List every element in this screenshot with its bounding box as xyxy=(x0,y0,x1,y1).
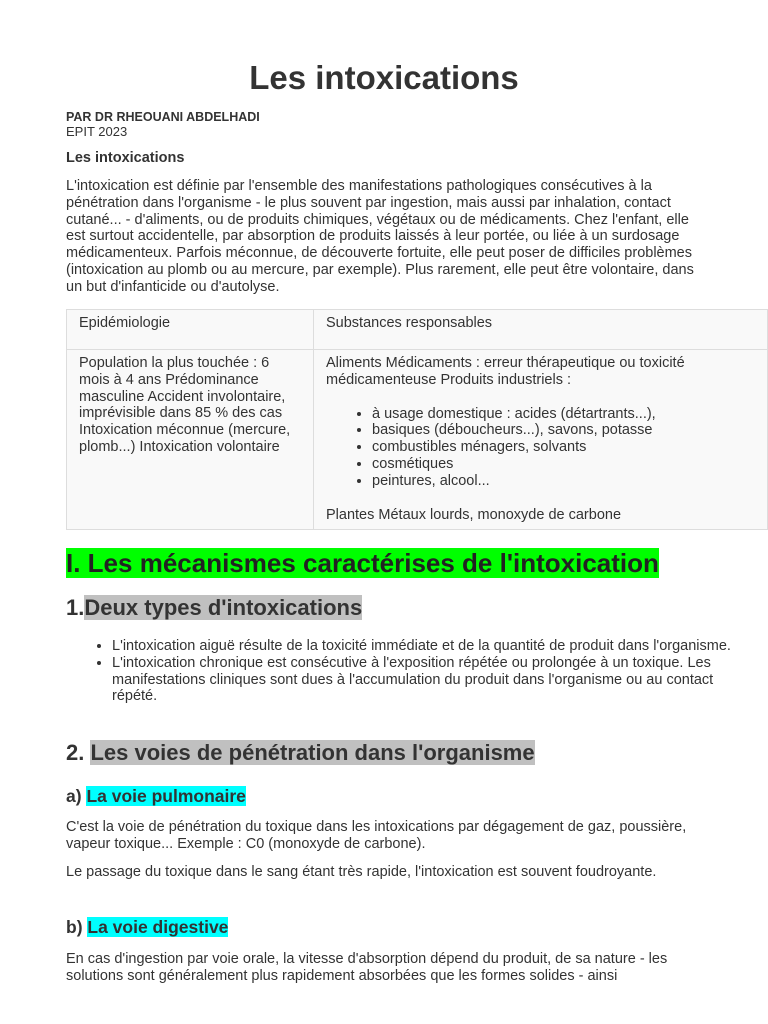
list-item: • combustibles ménagers, solvants xyxy=(372,439,755,456)
subsection-heading-types xyxy=(66,595,362,621)
intro-paragraph: L'intoxication est définie par l'ensemble des manifestations pathologiques consécutives à la pénétration dans l'organisme - le plus souvent par ingestion, mais aussi par inhalation, contact cutané... - d'aliments, ou de produits chimiques, végétaux ou de médicaments. Chez l'enfant, elle est surtout accidentelle, par absorption de produits laissés à leur portée, ou liée à un surdosage médicamenteux. Parfois méconnue, de découverte fortuite, elle peut poser de difficiles problèmes (intoxication au plomb ou au mercure, par exemple). Plus rarement, elle peut être volontaire, dans un but d'infanticide ou d'autolyse. xyxy=(66,178,694,295)
table-header-epidemiology: Epidémiologie xyxy=(67,310,314,350)
subsection-title: Les voies de pénétration dans l'organisme xyxy=(90,740,535,765)
intoxication-types-list xyxy=(66,638,752,705)
route-heading-digestive xyxy=(66,916,228,938)
table-header-row xyxy=(67,310,768,350)
subsection-number: 1. xyxy=(66,595,85,620)
substances-outro: Plantes Métaux lourds, monoxyde de carbone xyxy=(326,506,622,523)
table-body-row xyxy=(67,350,768,530)
subsection-heading-routes xyxy=(66,740,535,766)
subsection-title: Deux types d'intoxications xyxy=(84,595,363,620)
pulmonary-paragraph-1: C'est la voie de pénétration du toxique dans les intoxications par dégagement de gaz, poussière, vapeur toxique... Exemple : C0 (monoxyde de carbone). xyxy=(66,819,687,852)
list-item: • à usage domestique : acides (détartrants...), xyxy=(372,406,755,423)
list-item: • basiques (déboucheurs...), savons, potasse xyxy=(372,422,755,439)
list-item: • peintures, alcool... xyxy=(372,473,755,490)
table-cell-epidemiology: Population la plus touchée : 6 mois à 4 ans Prédominance masculine Accident involontaire, imprévisible dans 85 % des cas Intoxication méconnue (mercure, plomb...) Intoxication volontaire xyxy=(67,350,314,530)
section-heading xyxy=(66,548,659,578)
route-heading-pulmonary xyxy=(66,785,246,807)
list-item: • L'intoxication aiguë résulte de la toxicité immédiate et de la quantité de produit dans l'organisme. xyxy=(112,638,752,655)
list-item: • L'intoxication chronique est consécutive à l'exposition répétée ou prolongée à un toxique. Les manifestations cliniques sont dues à l'accumulation du produit dans l'organisme ou au contact répété. xyxy=(112,655,752,705)
section-title: I. Les mécanismes caractérises de l'intoxication xyxy=(66,548,659,578)
table-cell-substances xyxy=(314,350,768,530)
author-line: PAR DR RHEOUANI ABDELHADI xyxy=(66,110,260,124)
subsection-number: 2. xyxy=(66,740,91,765)
route-letter: a) xyxy=(66,786,87,806)
epidemiology-table xyxy=(66,309,768,530)
pulmonary-paragraph-2: Le passage du toxique dans le sang étant très rapide, l'intoxication est souvent foudroyante. xyxy=(66,864,657,880)
table-header-substances: Substances responsables xyxy=(314,310,768,350)
route-letter: b) xyxy=(66,917,88,937)
route-title: La voie digestive xyxy=(87,917,229,937)
route-title: La voie pulmonaire xyxy=(86,786,246,806)
intro-heading: Les intoxications xyxy=(66,150,185,166)
substances-intro: Aliments Médicaments : erreur thérapeutique ou toxicité médicamenteuse Produits industriels : xyxy=(326,355,685,388)
substances-list xyxy=(326,406,755,490)
document-title: Les intoxications xyxy=(249,59,519,96)
list-item: • cosmétiques xyxy=(372,456,755,473)
digestive-paragraph-1: En cas d'ingestion par voie orale, la vitesse d'absorption dépend du produit, de sa nature - les solutions sont généralement plus rapidement absorbées que les formes solides - ainsi xyxy=(66,951,668,984)
organization-line: EPIT 2023 xyxy=(66,124,128,139)
